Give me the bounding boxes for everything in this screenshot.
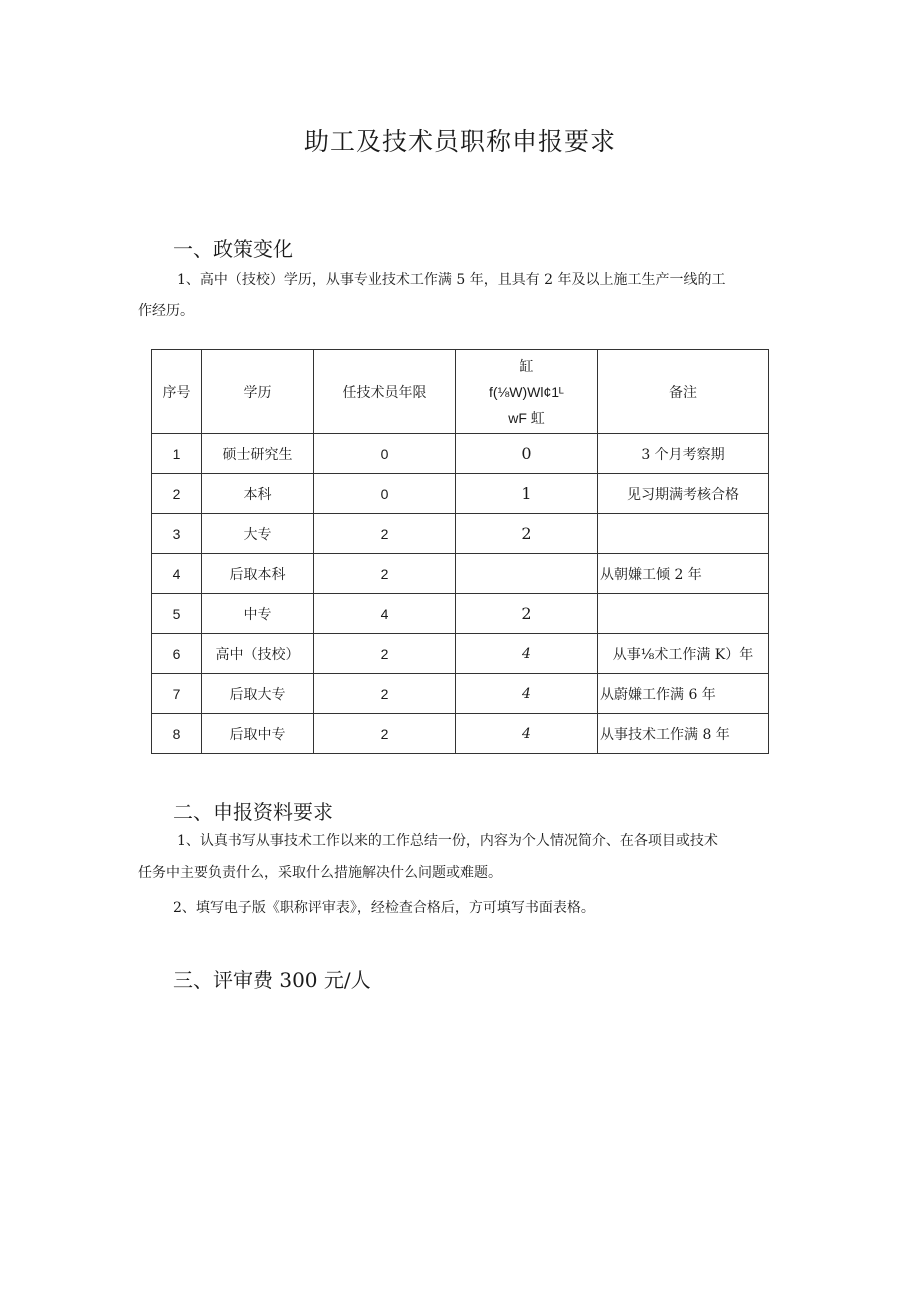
table-row xyxy=(152,714,769,754)
education-cell: 硕士研究生 xyxy=(202,434,314,474)
years-cell: 4 xyxy=(314,594,456,634)
row-number: 7 xyxy=(152,674,202,714)
section-1-paragraph-line-1: 1、高中（技校）学历，从事专业技术工作满 5 年，且具有 2 年及以上施工生产一线的工 xyxy=(177,272,726,288)
years-cell: 0 xyxy=(314,434,456,474)
value-cell: 4 xyxy=(456,674,598,714)
years-cell: 2 xyxy=(314,514,456,554)
row-number: 1 xyxy=(152,434,202,474)
table-row xyxy=(152,514,769,554)
header-cell-garbled: 缸 f(⅛W)Wl¢1ᴸ wF 虹 xyxy=(456,350,598,434)
header-cell: 任技术员年限 xyxy=(314,350,456,434)
section-2-heading: 二、申报资料要求 xyxy=(173,800,333,824)
table-header-row xyxy=(152,350,769,434)
table-row xyxy=(152,434,769,474)
table-row xyxy=(152,594,769,634)
row-number: 3 xyxy=(152,514,202,554)
row-number: 6 xyxy=(152,634,202,674)
remark-cell: 从朝嫌工倾 2 年 xyxy=(598,554,769,594)
section-2-paragraph-2: 2、填写电子版《职称评审表》，经检查合格后，方可填写书面表格。 xyxy=(173,900,595,916)
value-cell: 2 xyxy=(456,514,598,554)
years-cell: 0 xyxy=(314,474,456,514)
education-cell: 大专 xyxy=(202,514,314,554)
requirements-table xyxy=(151,349,769,754)
row-number: 2 xyxy=(152,474,202,514)
header-cell: 学历 xyxy=(202,350,314,434)
education-cell: 后取本科 xyxy=(202,554,314,594)
section-1-heading: 一、政策变化 xyxy=(173,237,293,261)
years-cell: 2 xyxy=(314,714,456,754)
table-row xyxy=(152,474,769,514)
row-number: 5 xyxy=(152,594,202,634)
remark-cell: 3 个月考察期 xyxy=(598,434,769,474)
education-cell: 本科 xyxy=(202,474,314,514)
value-cell: 0 xyxy=(456,434,598,474)
header-cell: 序号 xyxy=(152,350,202,434)
row-number: 8 xyxy=(152,714,202,754)
years-cell: 2 xyxy=(314,634,456,674)
years-cell: 2 xyxy=(314,674,456,714)
page-title: 助工及技术员职称申报要求 xyxy=(303,127,616,156)
education-cell: 中专 xyxy=(202,594,314,634)
table-row xyxy=(152,674,769,714)
section-2-paragraph-1-line-2: 任务中主要负责什么，采取什么措施解决什么问题或难题。 xyxy=(138,865,502,881)
section-2-paragraph-1-line-1: 1、认真书写从事技术工作以来的工作总结一份，内容为个人情况简介、在各项目或技术 xyxy=(177,833,718,849)
remark-cell xyxy=(598,514,769,554)
table-row xyxy=(152,634,769,674)
value-cell xyxy=(456,554,598,594)
education-cell: 后取大专 xyxy=(202,674,314,714)
value-cell: 4 xyxy=(456,634,598,674)
remark-cell: 从事⅛术工作满 K）年 xyxy=(598,634,769,674)
section-3-heading: 三、评审费 300 元/人 xyxy=(173,968,371,992)
education-cell: 高中（技校） xyxy=(202,634,314,674)
value-cell: 4 xyxy=(456,714,598,754)
value-cell: 2 xyxy=(456,594,598,634)
years-cell: 2 xyxy=(314,554,456,594)
education-cell: 后取中专 xyxy=(202,714,314,754)
remark-cell: 见习期满考核合格 xyxy=(598,474,769,514)
value-cell: 1 xyxy=(456,474,598,514)
remark-cell: 从蔚嫌工作满 6 年 xyxy=(598,674,769,714)
section-1-paragraph-line-2: 作经历。 xyxy=(138,303,194,319)
table-row xyxy=(152,554,769,594)
row-number: 4 xyxy=(152,554,202,594)
remark-cell: 从事技术工作满 8 年 xyxy=(598,714,769,754)
remark-cell xyxy=(598,594,769,634)
header-cell: 备注 xyxy=(598,350,769,434)
